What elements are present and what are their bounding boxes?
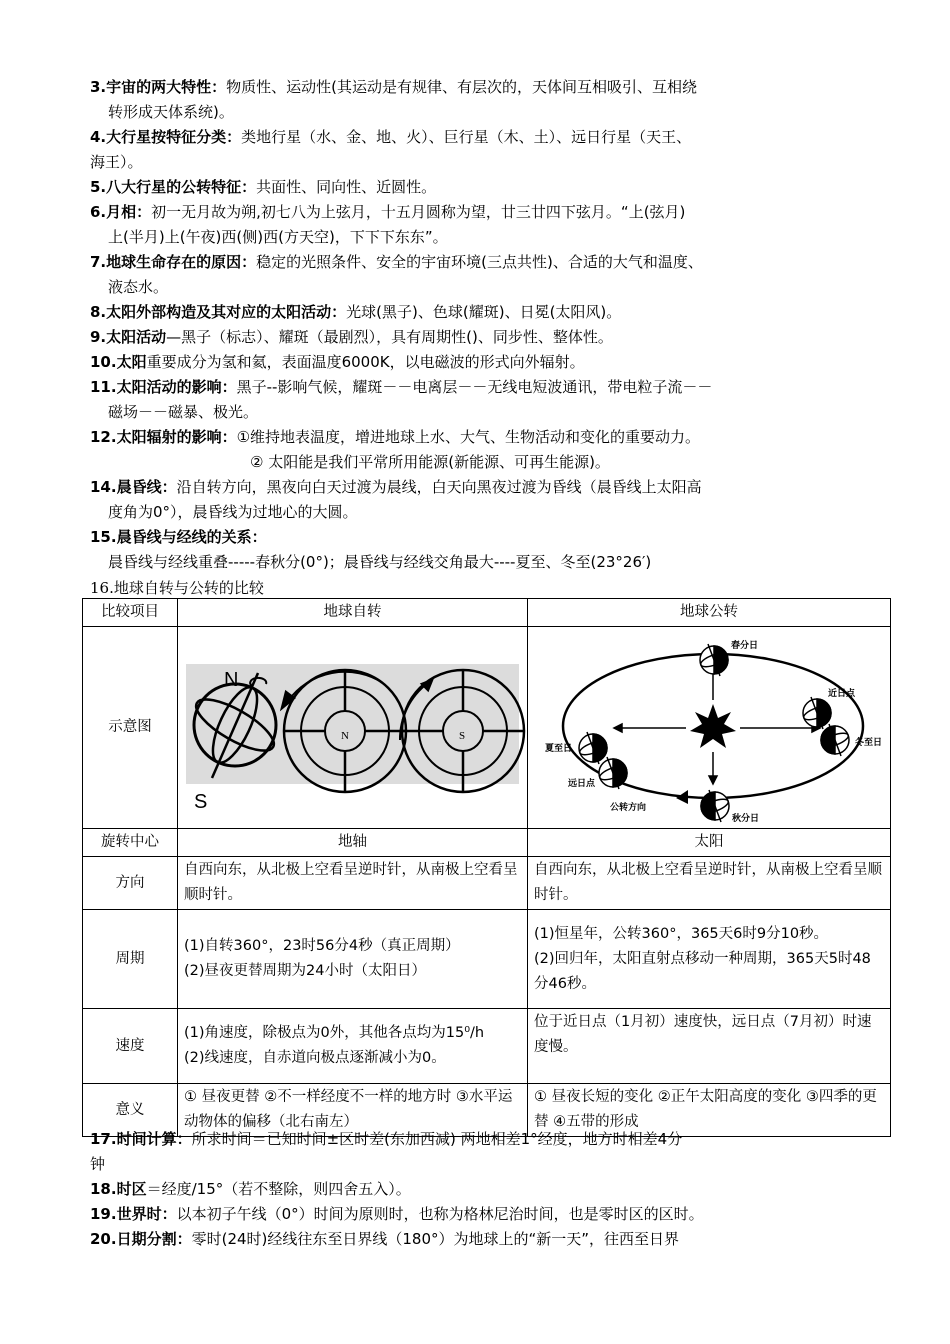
header-revolution: 地球公转 <box>528 599 891 627</box>
row-label-direction: 方向 <box>83 857 178 910</box>
table-row-diagram <box>83 627 891 829</box>
revolution-direction-icon <box>676 790 688 804</box>
label-aphelion: 远日点 <box>568 778 596 789</box>
rotation-period-1: (1)自转360°，23时56分4秒（真正周期） <box>184 938 460 954</box>
label-autumn-equinox: 秋分日 <box>732 813 760 824</box>
row-label-center: 旋转中心 <box>83 829 178 857</box>
item-17-cont: 钟 <box>90 1155 106 1173</box>
table-row-period <box>83 910 891 1009</box>
item-3-cont: 转形成天体系统)。 <box>108 103 234 121</box>
revolution-period <box>528 910 891 1009</box>
header-rotation: 地球自转 <box>178 599 528 627</box>
revolution-diagram <box>528 628 889 828</box>
item-7: 7.地球生命存在的原因：稳定的光照条件、安全的宇宙环境(三点共性)、合适的大气和温度、 <box>90 253 703 271</box>
label-perihelion: 近日点 <box>828 688 856 699</box>
item-3: 3.宇宙的两大特性：物质性、运动性(其运动是有规律、有层次的，天体间互相吸引、互相绕 <box>90 78 698 96</box>
south-label: S <box>194 790 208 813</box>
table-header-row <box>83 599 891 627</box>
item-9: 9.太阳活动—黑子（标志）、耀斑（最剧烈），具有周期性()、同步性、整体性。 <box>90 328 613 346</box>
item-14-cont: 度角为0°），晨昏线为过地心的大圆。 <box>108 503 358 521</box>
sun-icon <box>690 704 736 748</box>
item-19: 19.世界时：以本初子午线（0°）时间为原则时，也称为格林尼治时间，也是零时区的区时。 <box>90 1205 704 1223</box>
header-item: 比较项目 <box>83 599 178 627</box>
item-17: 17.时间计算：所求时间＝已知时间±区时差(东加西减) 两地相差1°经度，地方时相差4分 <box>90 1130 683 1148</box>
item-10: 10.太阳重要成分为氢和氦，表面温度6000K，以电磁波的形式向外辐射。 <box>90 353 585 371</box>
item-14: 14.晨昏线：沿自转方向，黑夜向白天过渡为晨线，白天向黑夜过渡为昏线（晨昏线上太阳高 <box>90 478 702 496</box>
row-label-diagram: 示意图 <box>83 627 178 829</box>
rotation-period <box>178 910 528 1009</box>
item-6: 6.月相：初一无月故为朔,初七八为上弦月，十五月圆称为望，廿三廿四下弦月。“上(弦月) <box>90 203 686 221</box>
south-view-label: S <box>459 729 466 742</box>
revolution-speed: 位于近日点（1月初）速度快，远日点（7月初）时速度慢。 <box>528 1009 891 1084</box>
item-7-cont: 液态水。 <box>108 278 169 296</box>
item-4-cont: 海王）。 <box>90 153 143 171</box>
revolution-significance: ① 昼夜长短的变化 ②正午太阳高度的变化 ③四季的更替 ④五带的形成 <box>528 1084 891 1137</box>
rotation-speed <box>178 1009 528 1084</box>
rotation-center: 地轴 <box>178 829 528 857</box>
north-view-label: N <box>341 729 349 742</box>
revolution-period-2: (2)回归年，太阳直射点移动一种周期，365天5时48分46秒。 <box>534 950 871 992</box>
item-12: 12.太阳辐射的影响：①维持地表温度，增进地球上水、大气、生物活动和变化的重要动力。 <box>90 428 701 446</box>
label-winter-solstice: 冬至日 <box>855 737 883 748</box>
table-row-center <box>83 829 891 857</box>
rotation-diagram <box>178 628 526 828</box>
rotation-significance: ① 昼夜更替 ②不一样经度不一样的地方时 ③水平运动物体的偏移（北右南左） <box>178 1084 528 1137</box>
item-15: 15.晨昏线与经线的关系： <box>90 528 267 546</box>
rotation-diagram-cell <box>178 627 528 829</box>
item-11: 11.太阳活动的影响：黑子--影响气候，耀斑－－电离层－－无线电短波通讯，带电粒子流－－ <box>90 378 713 396</box>
label-direction: 公转方向 <box>610 802 647 813</box>
table-row-speed <box>83 1009 891 1084</box>
rotation-direction: 自西向东，从北极上空看呈逆时针，从南极上空看呈顺时针。 <box>178 857 528 910</box>
row-label-speed: 速度 <box>83 1009 178 1084</box>
item-6-cont: 上(半月)上(午夜)西(侧)西(方天空)，下下下东东”。 <box>108 228 448 246</box>
label-spring-equinox: 春分日 <box>731 640 759 651</box>
item-8: 8.太阳外部构造及其对应的太阳活动：光球(黑子)、色球(耀斑)、日冕(太阳风)。 <box>90 303 622 321</box>
row-label-significance: 意义 <box>83 1084 178 1137</box>
table-caption: 16.地球自转与公转的比较 <box>90 579 264 597</box>
rotation-speed-2: (2)线速度，自赤道向极点逐渐减小为0。 <box>184 1050 446 1066</box>
revolution-direction: 自西向东，从北极上空看呈逆时针，从南极上空看呈顺时针。 <box>528 857 891 910</box>
revolution-center: 太阳 <box>528 829 891 857</box>
rotation-speed-1: (1)角速度，除极点为0外，其他各点均为15⁰/h <box>184 1025 485 1041</box>
north-label: N <box>224 668 239 691</box>
revolution-period-1: (1)恒星年，公转360°，365天6时9分10秒。 <box>534 925 829 942</box>
item-11-cont: 磁场－－磁暴、极光。 <box>108 403 259 421</box>
comparison-table <box>82 598 891 1137</box>
item-15-cont: 晨昏线与经线重叠-----春秋分(0°)；晨昏线与经线交角最大----夏至、冬至(23°26′) <box>108 553 652 571</box>
item-12-cont: ② 太阳能是我们平常所用能源(新能源、可再生能源)。 <box>250 453 610 471</box>
revolution-diagram-cell <box>528 627 891 829</box>
rotation-period-2: (2)昼夜更替周期为24小时（太阳日） <box>184 963 426 979</box>
row-label-period: 周期 <box>83 910 178 1009</box>
item-18: 18.时区＝经度/15°（若不整除，则四舍五入）。 <box>90 1180 411 1198</box>
table-row-direction <box>83 857 891 910</box>
item-20: 20.日期分割：零时(24时)经线往东至日界线（180°）为地球上的“新一天”，往西至日界 <box>90 1230 680 1248</box>
label-summer-solstice: 夏至日 <box>545 743 573 754</box>
item-4: 4.大行星按特征分类：类地行星（水、金、地、火）、巨行星（木、土）、远日行星（天王、 <box>90 128 692 146</box>
item-5: 5.八大行星的公转特征：共面性、同向性、近圆性。 <box>90 178 437 196</box>
